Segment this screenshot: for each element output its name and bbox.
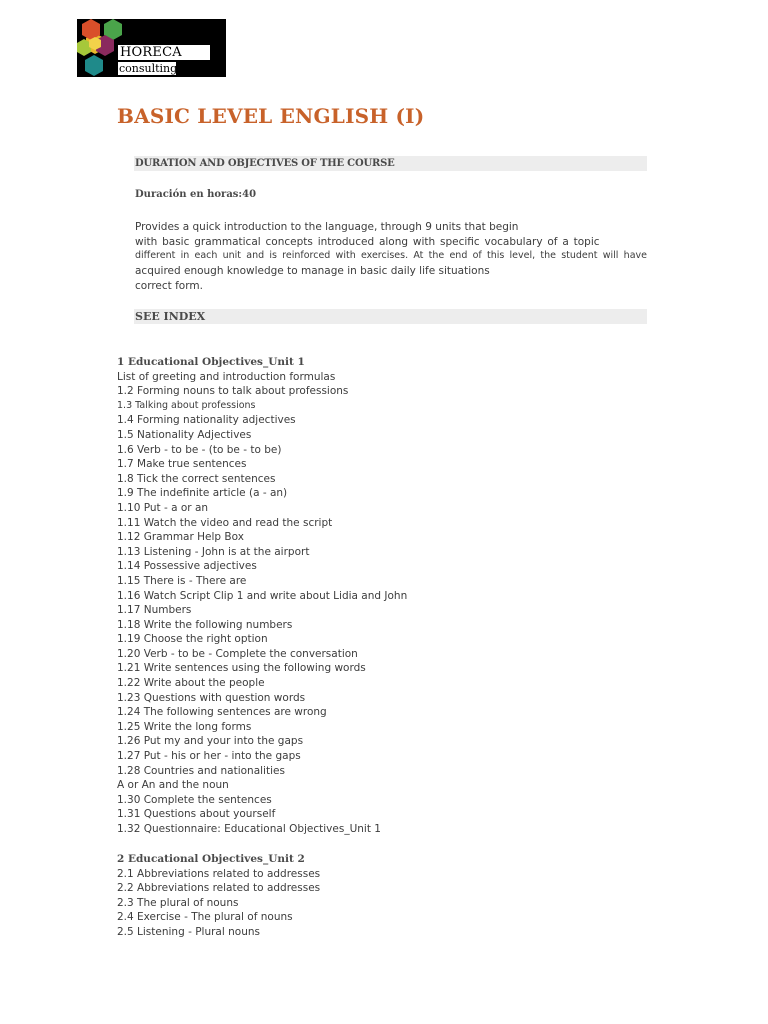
duration-objectives-heading: DURATION AND OBJECTIVES OF THE COURSE [134, 156, 647, 171]
list-item: 1.25 Write the long forms [117, 720, 252, 733]
description-line: acquired enough knowledge to manage in basic daily life situations [135, 265, 490, 278]
list-item: 1.7 Make true sentences [117, 458, 247, 471]
list-item: 1.26 Put my and your into the gaps [117, 735, 304, 748]
list-item: 1.20 Verb - to be - Complete the conversation [117, 647, 358, 660]
list-item: 1.19 Choose the right option [117, 633, 268, 646]
list-item: 1.16 Watch Script Clip 1 and write about Lidia and John [117, 589, 408, 602]
list-item: 2.5 Listening - Plural nouns [117, 925, 260, 938]
unit-heading: 2 Educational Objectives_Unit 2 [117, 853, 305, 865]
list-item: 2.3 The plural of nouns [117, 896, 239, 909]
list-item: 1.22 Write about the people [117, 677, 265, 690]
list-item: 1.31 Questions about yourself [117, 808, 276, 821]
description-line: Provides a quick introduction to the language, through 9 units that begin [135, 221, 519, 233]
logo-tagline: consulting [119, 62, 178, 75]
list-item: 1.18 Write the following numbers [117, 618, 293, 631]
logo-brand-name: HORECA [118, 45, 210, 60]
description-line: with basic grammatical concepts introduced along with specific vocabulary of a topic [135, 235, 600, 248]
list-item: 1.5 Nationality Adjectives [117, 428, 252, 441]
list-item: 1.15 There is - There are [117, 574, 247, 587]
unit-1-index [117, 355, 407, 837]
list-item: 1.28 Countries and nationalities [117, 764, 285, 777]
list-item: 1.9 The indefinite article (a - an) [117, 487, 288, 500]
list-item: 1.14 Possessive adjectives [117, 560, 257, 573]
description-line: different in each unit and is reinforced with exercises. At the end of this level, the student will have [135, 250, 647, 262]
unit-2-index [117, 852, 320, 940]
logo-hex-teal [85, 55, 103, 76]
see-index-heading: SEE INDEX [134, 309, 647, 324]
list-item: 1.12 Grammar Help Box [117, 531, 244, 544]
course-description [135, 220, 647, 294]
horeca-logo [77, 19, 226, 77]
list-item: 1.4 Forming nationality adjectives [117, 414, 296, 427]
unit-heading: 1 Educational Objectives_Unit 1 [117, 356, 305, 368]
list-item: List of greeting and introduction formulas [117, 370, 336, 383]
page-title: BASIC LEVEL ENGLISH (I) [117, 104, 425, 128]
list-item: 1.8 Tick the correct sentences [117, 472, 276, 485]
list-item: 1.2 Forming nouns to talk about professions [117, 385, 349, 398]
list-item: 1.11 Watch the video and read the script [117, 516, 333, 529]
description-line: correct form. [135, 279, 203, 292]
duration-hours: Duración en horas:40 [135, 189, 257, 200]
list-item: 2.1 Abbreviations related to addresses [117, 867, 321, 880]
list-item: 1.32 Questionnaire: Educational Objectives_Unit 1 [117, 823, 381, 835]
list-item: 1.27 Put - his or her - into the gaps [117, 750, 301, 763]
list-item: A or An and the noun [117, 779, 229, 792]
list-item: 1.13 Listening - John is at the airport [117, 545, 310, 558]
list-item: 1.10 Put - a or an [117, 501, 209, 514]
list-item: 1.6 Verb - to be - (to be - to be) [117, 443, 282, 456]
list-item: 1.17 Numbers [117, 604, 192, 617]
list-item: 1.30 Complete the sentences [117, 793, 272, 806]
list-item: 1.21 Write sentences using the following words [117, 662, 366, 675]
list-item: 1.3 Talking about professions [117, 399, 256, 411]
list-item: 1.23 Questions with question words [117, 691, 306, 704]
list-item: 2.4 Exercise - The plural of nouns [117, 911, 293, 924]
list-item: 2.2 Abbreviations related to addresses [117, 882, 321, 895]
list-item: 1.24 The following sentences are wrong [117, 706, 327, 719]
